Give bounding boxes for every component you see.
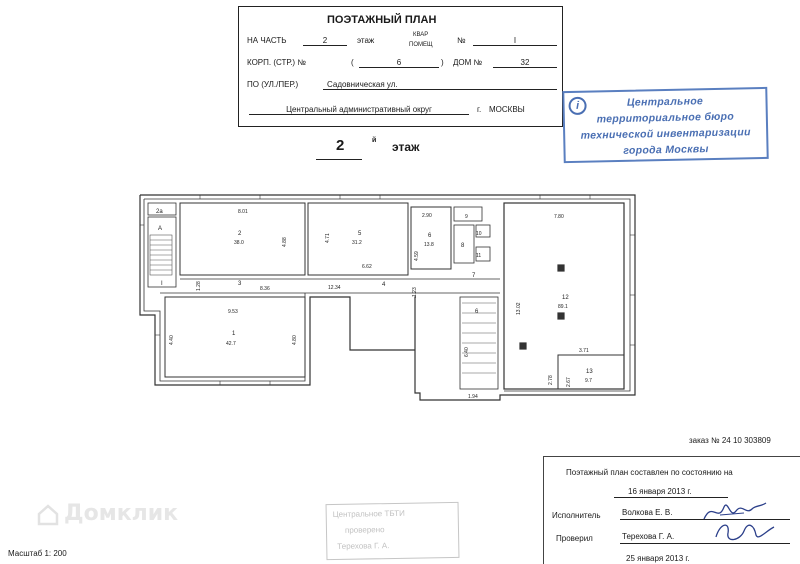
- room-6-area: 13.8: [424, 242, 434, 248]
- room-13-depth-2: 2.67: [566, 377, 572, 387]
- stamp-line-1: Центральное: [626, 95, 704, 109]
- checker-signature: [710, 517, 780, 547]
- faint-stamp-line-1: Центральное ТБТИ: [332, 508, 405, 520]
- district-value: Центральный административный округ: [249, 106, 469, 115]
- house-icon: [36, 503, 60, 527]
- room-9-number: 9: [465, 214, 468, 220]
- approval-date: 16 января 2013 г.: [628, 487, 692, 496]
- room-12-number: 12: [562, 295, 569, 301]
- room-2-number: 2: [238, 231, 242, 237]
- floor-word: этаж: [357, 36, 375, 45]
- room-12-width: 7.80: [554, 214, 564, 220]
- room-7-number: 7: [472, 273, 476, 279]
- stamp-line-4: города Москвы: [623, 143, 709, 157]
- dom-value: 32: [493, 59, 557, 68]
- room-2-depth: 4.88: [282, 237, 288, 247]
- number-sign: №: [457, 36, 466, 45]
- room-2-width: 8.01: [238, 209, 248, 215]
- room-5-area: 31.2: [352, 240, 362, 246]
- title-block: [238, 6, 563, 127]
- room-1-area: 42.7: [226, 341, 236, 347]
- floor-plan: [120, 185, 640, 407]
- city-prefix: г.: [477, 105, 482, 114]
- stair-width: 1.94: [468, 394, 478, 400]
- faint-check-stamp: [326, 502, 460, 560]
- floor-caption: [316, 134, 456, 164]
- checker-name: Терехова Г. А.: [622, 532, 675, 541]
- room-4-number: 4: [382, 282, 386, 288]
- city-value: МОСКВЫ: [489, 105, 525, 114]
- faint-stamp-line-2: проверено: [344, 525, 385, 535]
- faint-stamp-line-3: Терехова Г. А.: [337, 541, 390, 551]
- room-2a-label: 2а: [156, 209, 163, 215]
- floor-suffix: й: [372, 137, 377, 144]
- room-6-width: 2.90: [422, 213, 432, 219]
- part-value: 2: [303, 37, 347, 46]
- room-5-number: 5: [358, 231, 362, 237]
- executor-label: Исполнитель: [552, 511, 601, 520]
- room-3-length: 8.36: [260, 286, 270, 292]
- check-date: 25 января 2013 г.: [626, 554, 690, 563]
- room-3-number: 3: [238, 281, 242, 287]
- room-3-width: 1.28: [196, 281, 202, 291]
- room-1-left: 4.40: [169, 335, 175, 345]
- room-2-area: 38.0: [234, 240, 244, 246]
- room-12-depth: 13.02: [516, 302, 522, 315]
- room-5-width: 6.62: [362, 264, 372, 270]
- korp-value: 6: [359, 59, 439, 68]
- executor-name: Волкова Е. В.: [622, 508, 673, 517]
- room-number: I: [473, 37, 557, 46]
- room-a-label: А: [158, 226, 163, 232]
- bti-stamp: [562, 87, 768, 163]
- stamp-line-2: территориальное бюро: [596, 110, 735, 126]
- room-4-width: 1.23: [412, 287, 418, 297]
- room-8-number: 8: [461, 243, 465, 249]
- floor-word-caption: этаж: [392, 140, 420, 154]
- room-5-depth: 4.71: [325, 233, 331, 243]
- room-6-number: 6: [428, 233, 432, 239]
- pomesh-label: ПОМЕЩ: [409, 42, 433, 48]
- room-1-width: 9.53: [228, 309, 238, 315]
- dom-label: ДОМ №: [453, 58, 483, 67]
- room-4-length: 12.34: [328, 285, 341, 291]
- watermark-text: Домклик: [64, 501, 179, 526]
- checker-label: Проверил: [556, 534, 593, 543]
- room-13-width: 3.71: [579, 348, 589, 354]
- scale-text: Масштаб 1: 200: [8, 549, 67, 558]
- plan-heading: ПОЭТАЖНЫЙ ПЛАН: [327, 14, 437, 26]
- room-6-depth: 4.59: [414, 251, 420, 261]
- info-icon: i: [568, 97, 586, 115]
- street-label: ПО (УЛ./ПЕР.): [247, 80, 299, 89]
- order-number: заказ № 24 10 303809: [689, 436, 771, 445]
- street-value: Садовническая ул.: [323, 81, 557, 90]
- floor-number: 2: [336, 137, 345, 154]
- korp-open: (: [351, 58, 354, 67]
- room-13-area: 9.7: [585, 378, 592, 384]
- approval-statement: Поэтажный план составлен по состоянию на: [566, 468, 733, 477]
- room-13-depth: 2.78: [548, 375, 554, 385]
- korp-close: ): [441, 58, 444, 67]
- room-1-number: 1: [232, 331, 236, 337]
- room-i-label: I: [161, 281, 163, 287]
- korp-label: КОРП. (СТР.) №: [247, 58, 306, 67]
- stamp-line-3: технической инвентаризации: [580, 126, 751, 142]
- room-1-right: 4.80: [292, 335, 298, 345]
- part-label: НА ЧАСТЬ: [247, 36, 287, 45]
- room-12-area: 89.1: [558, 304, 568, 310]
- room-13-number: 13: [586, 369, 593, 375]
- stair-length: 6.40: [464, 347, 470, 357]
- room-6b-number: 6: [475, 309, 479, 315]
- room-10-number: 10: [476, 231, 482, 237]
- room-11-number: 11: [476, 253, 482, 259]
- kvar-label: КВАР: [413, 32, 429, 38]
